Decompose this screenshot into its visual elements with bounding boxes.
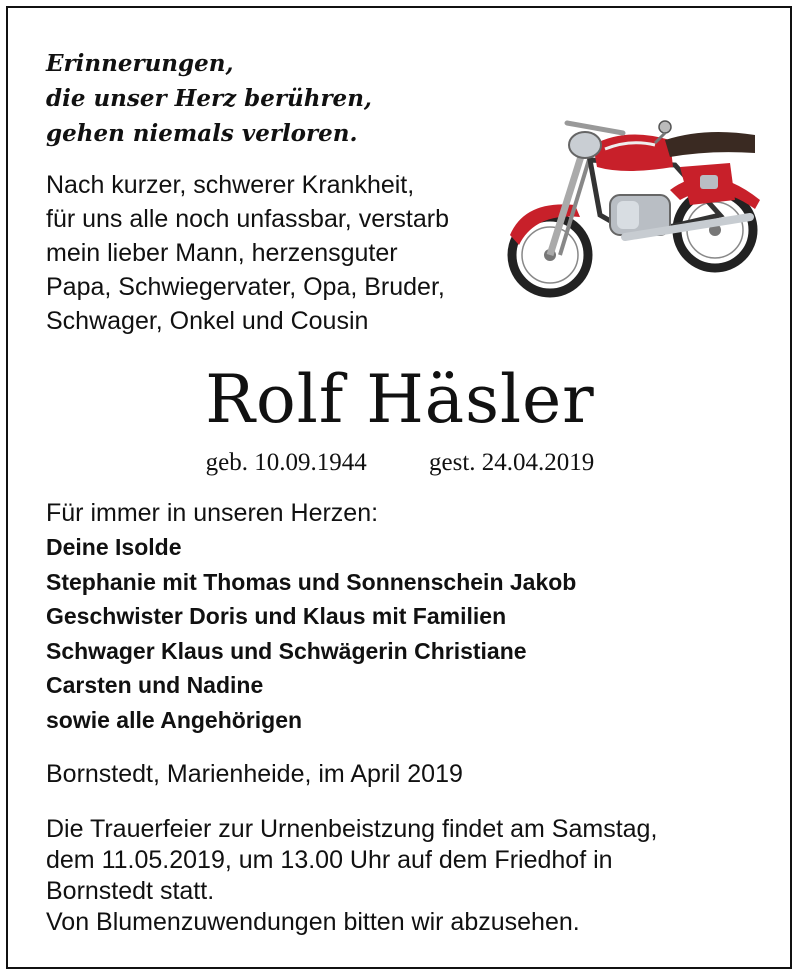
service-info <box>46 814 766 938</box>
death-date: gest. 24.04.2019 <box>429 449 595 476</box>
deceased-name: Rolf Häsler <box>205 361 595 438</box>
intro-line: Papa, Schwiegervater, Opa, Bruder, <box>46 273 445 301</box>
mourner-name: sowie alle Angehörigen <box>46 706 303 733</box>
intro-line: Nach kurzer, schwerer Krankheit, <box>46 171 415 199</box>
intro-line: mein lieber Mann, herzensguter <box>46 239 398 267</box>
place-date: Bornstedt, Marienheide, im April 2019 <box>46 760 463 788</box>
mourner-name: Schwager Klaus und Schwägerin Christiane <box>46 637 527 664</box>
service-line: Von Blumenzuwendungen bitten wir abzusehen. <box>46 908 580 936</box>
mourner-name: Deine Isolde <box>46 534 182 560</box>
mourners-list <box>46 530 766 737</box>
mourners-heading: Für immer in unseren Herzen: <box>46 499 379 527</box>
motto-line: Erinnerungen, <box>46 50 234 77</box>
motto-line: gehen niemals verloren. <box>46 120 358 147</box>
mourner-name: Carsten und Nadine <box>46 672 264 698</box>
birth-date: geb. 10.09.1944 <box>205 449 367 476</box>
mourner-name: Geschwister Doris und Klaus mit Familien <box>46 603 507 629</box>
intro-line: Schwager, Onkel und Cousin <box>46 307 369 335</box>
intro-line: für uns alle noch unfassbar, verstarb <box>46 205 450 233</box>
mourner-name: Stephanie mit Thomas und Sonnenschein Jakob <box>46 568 577 595</box>
service-line: Die Trauerfeier zur Urnenbeistzung findet am Samstag, <box>46 815 658 843</box>
motto-line: die unser Herz berühren, <box>46 85 372 112</box>
motto <box>46 46 372 151</box>
intro-text <box>46 168 516 338</box>
service-line: dem 11.05.2019, um 13.00 Uhr auf dem Friedhof in <box>46 846 613 874</box>
motorcycle-image <box>505 105 770 305</box>
service-line: Bornstedt statt. <box>46 877 215 905</box>
life-dates <box>0 447 800 479</box>
